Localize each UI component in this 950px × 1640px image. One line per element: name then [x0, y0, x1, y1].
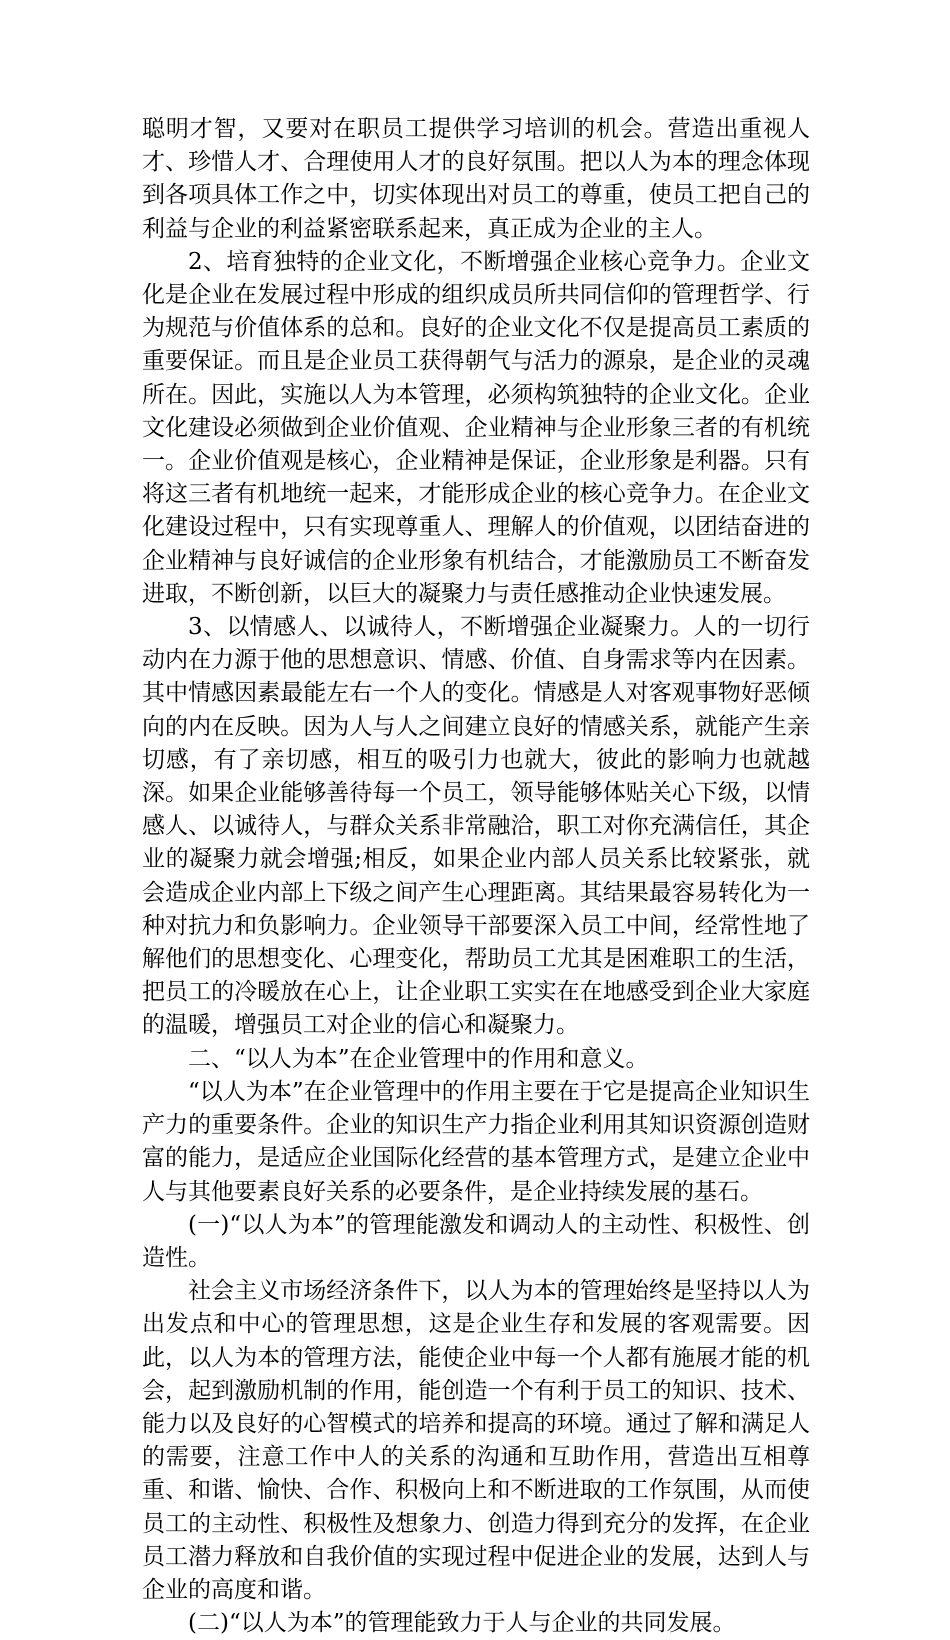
paragraph-1: 聪明才智，又要对在职员工提供学习培训的机会。营造出重视人才、珍惜人才、合理使用人才的良好氛围。把以人为本的理念体现到各项具体工作之中，切实体现出对员工的尊重，使员工把自己的利益与企业的利益紧密联系起来，真正成为企业的主人。 [142, 116, 810, 242]
document-body [142, 113, 810, 1640]
paragraph-3: 3、以情感人、以诚待人，不断增强企业凝聚力。人的一切行动内在力源于他的思想意识、情感、价值、自身需求等内在因素。其中情感因素最能左右一个人的变化。情感是人对客观事物好恶倾向的内在反映。因为人与人之间建立良好的情感关系，就能产生亲切感，有了亲切感，相互的吸引力也就大，彼此的影响力也就越深。如果企业能够善待每一个员工，领导能够体贴关心下级，以情感人、以诚待人，与群众关系非常融洽，职工对你充满信任，其企业的凝聚力就会增强;相反，如果企业内部人员关系比较紧张，就会造成企业内部上下级之间产生心理距离。其结果最容易转化为一种对抗力和负影响力。企业领导干部要深入员工中间，经常性地了解他们的思想变化、心理变化，帮助员工尤其是困难职工的生活，把员工的冷暖放在心上，让企业职工实实在在地感受到企业大家庭的温暖，增强员工对企业的信心和凝聚力。 [142, 614, 810, 1039]
subsection-heading-1: (一)“以人为本”的管理能激发和调动人的主动性、积极性、创造性。 [142, 1211, 810, 1271]
paragraph-5: 社会主义市场经济条件下，以人为本的管理始终是坚持以人为出发点和中心的管理思想，这是企业生存和发展的客观需要。因此，以人为本的管理方法，能使企业中每一个人都有施展才能的机会，起到激励机制的作用，能创造一个有利于员工的知识、技术、能力以及良好的心智模式的培养和提高的环境。通过了解和满足人的需要，注意工作中人的关系的沟通和互助作用，营造出互相尊重、和谐、愉快、合作、积极向上和不断进取的工作氛围，从而使员工的主动性、积极性及想象力、创造力得到充分的发挥，在企业员工潜力释放和自我价值的实现过程中促进企业的发展，达到人与企业的高度和谐。 [142, 1278, 810, 1603]
section-heading-2: 二、“以人为本”在企业管理中的作用和意义。 [188, 1045, 649, 1072]
subsection-heading-2: (二)“以人为本”的管理能致力于人与企业的共同发展。 [188, 1610, 736, 1637]
paragraph-2: 2、培育独特的企业文化，不断增强企业核心竞争力。企业文化是企业在发展过程中形成的组织成员所共同信仰的管理哲学、行为规范与价值体系的总和。良好的企业文化不仅是提高员工素质的重要保证。而且是企业员工获得朝气与活力的源泉，是企业的灵魂所在。因此，实施以人为本管理，必须构筑独特的企业文化。企业文化建设必须做到企业价值观、企业精神与企业形象三者的有机统一。企业价值观是核心，企业精神是保证，企业形象是利器。只有将这三者有机地统一起来，才能形成企业的核心竞争力。在企业文化建设过程中，只有实现尊重人、理解人的价值观，以团结奋进的企业精神与良好诚信的企业形象有机结合，才能激励员工不断奋发进取，不断创新，以巨大的凝聚力与责任感推动企业快速发展。 [142, 248, 810, 607]
paragraph-4: “以人为本”在企业管理中的作用主要在于它是提高企业知识生产力的重要条件。企业的知识生产力指企业利用其知识资源创造财富的能力，是适应企业国际化经营的基本管理方式，是建立企业中人与其他要素良好关系的必要条件，是企业持续发展的基石。 [142, 1078, 810, 1205]
